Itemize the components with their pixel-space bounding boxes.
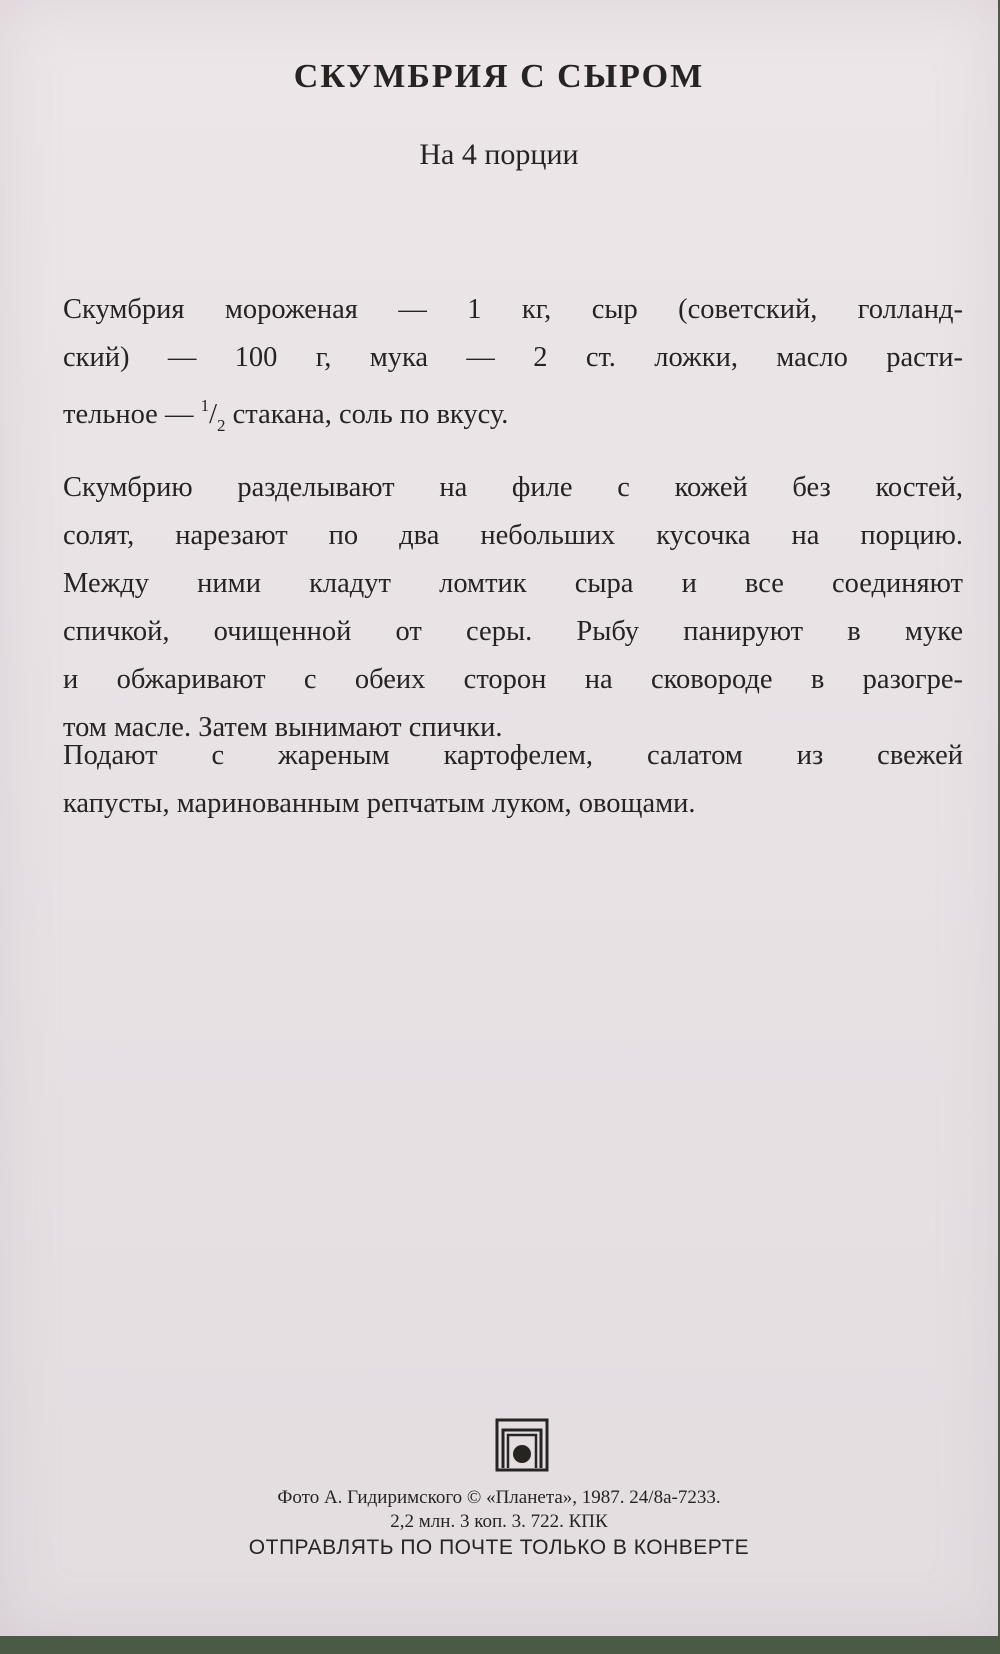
- method-line: спичкой, очищенной от серы. Рыбу панируют в муке: [63, 616, 963, 647]
- method-line: и обжаривают с обеих сторон на сковороде в разогре-: [63, 664, 963, 695]
- ingredients-line: ский) — 100 г, мука — 2 ст. ложки, масло расти-: [63, 342, 963, 373]
- method-paragraph: [63, 464, 963, 752]
- serving-line: капусты, маринованным репчатым луком, овощами.: [63, 788, 696, 819]
- recipe-title: СКУМБРИЯ С СЫРОМ: [293, 58, 705, 95]
- imprint-line: Фото А. Гидиримского © «Планета», 1987. 24/8а-7233.: [277, 1487, 721, 1508]
- ingredients-text: стакана, соль по вкусу.: [225, 399, 509, 430]
- ingredients-text: тельное —: [63, 399, 201, 430]
- ingredients-line: [63, 382, 963, 450]
- method-line: том масле. Затем вынимают спички.: [63, 712, 503, 743]
- publisher-imprint: [0, 1486, 998, 1534]
- servings-subtitle: На 4 порции: [419, 138, 579, 171]
- half-fraction: $^1/_2$: [200, 396, 226, 435]
- fraction-numerator: 1: [200, 396, 210, 415]
- ingredients-paragraph: [63, 286, 963, 450]
- planeta-publisher-logo-icon: [495, 1418, 549, 1472]
- fraction-denominator: 2: [217, 416, 226, 435]
- method-line: Скумбрию разделывают на филе с кожей без костей,: [63, 472, 963, 503]
- mailing-notice: ОТПРАВЛЯТЬ ПО ПОЧТЕ ТОЛЬКО В КОНВЕРТЕ: [248, 1536, 750, 1559]
- imprint-line: 2,2 млн. 3 коп. 3. 722. КПК: [390, 1511, 608, 1532]
- ingredients-line: Скумбрия мороженая — 1 кг, сыр (советский, голланд-: [63, 294, 963, 325]
- method-line: Между ними кладут ломтик сыра и все соединяют: [63, 568, 963, 599]
- serving-paragraph: [63, 732, 963, 828]
- serving-line: Подают с жареным картофелем, салатом из свежей: [63, 740, 963, 771]
- method-line: солят, нарезают по два небольших кусочка на порцию.: [63, 520, 963, 551]
